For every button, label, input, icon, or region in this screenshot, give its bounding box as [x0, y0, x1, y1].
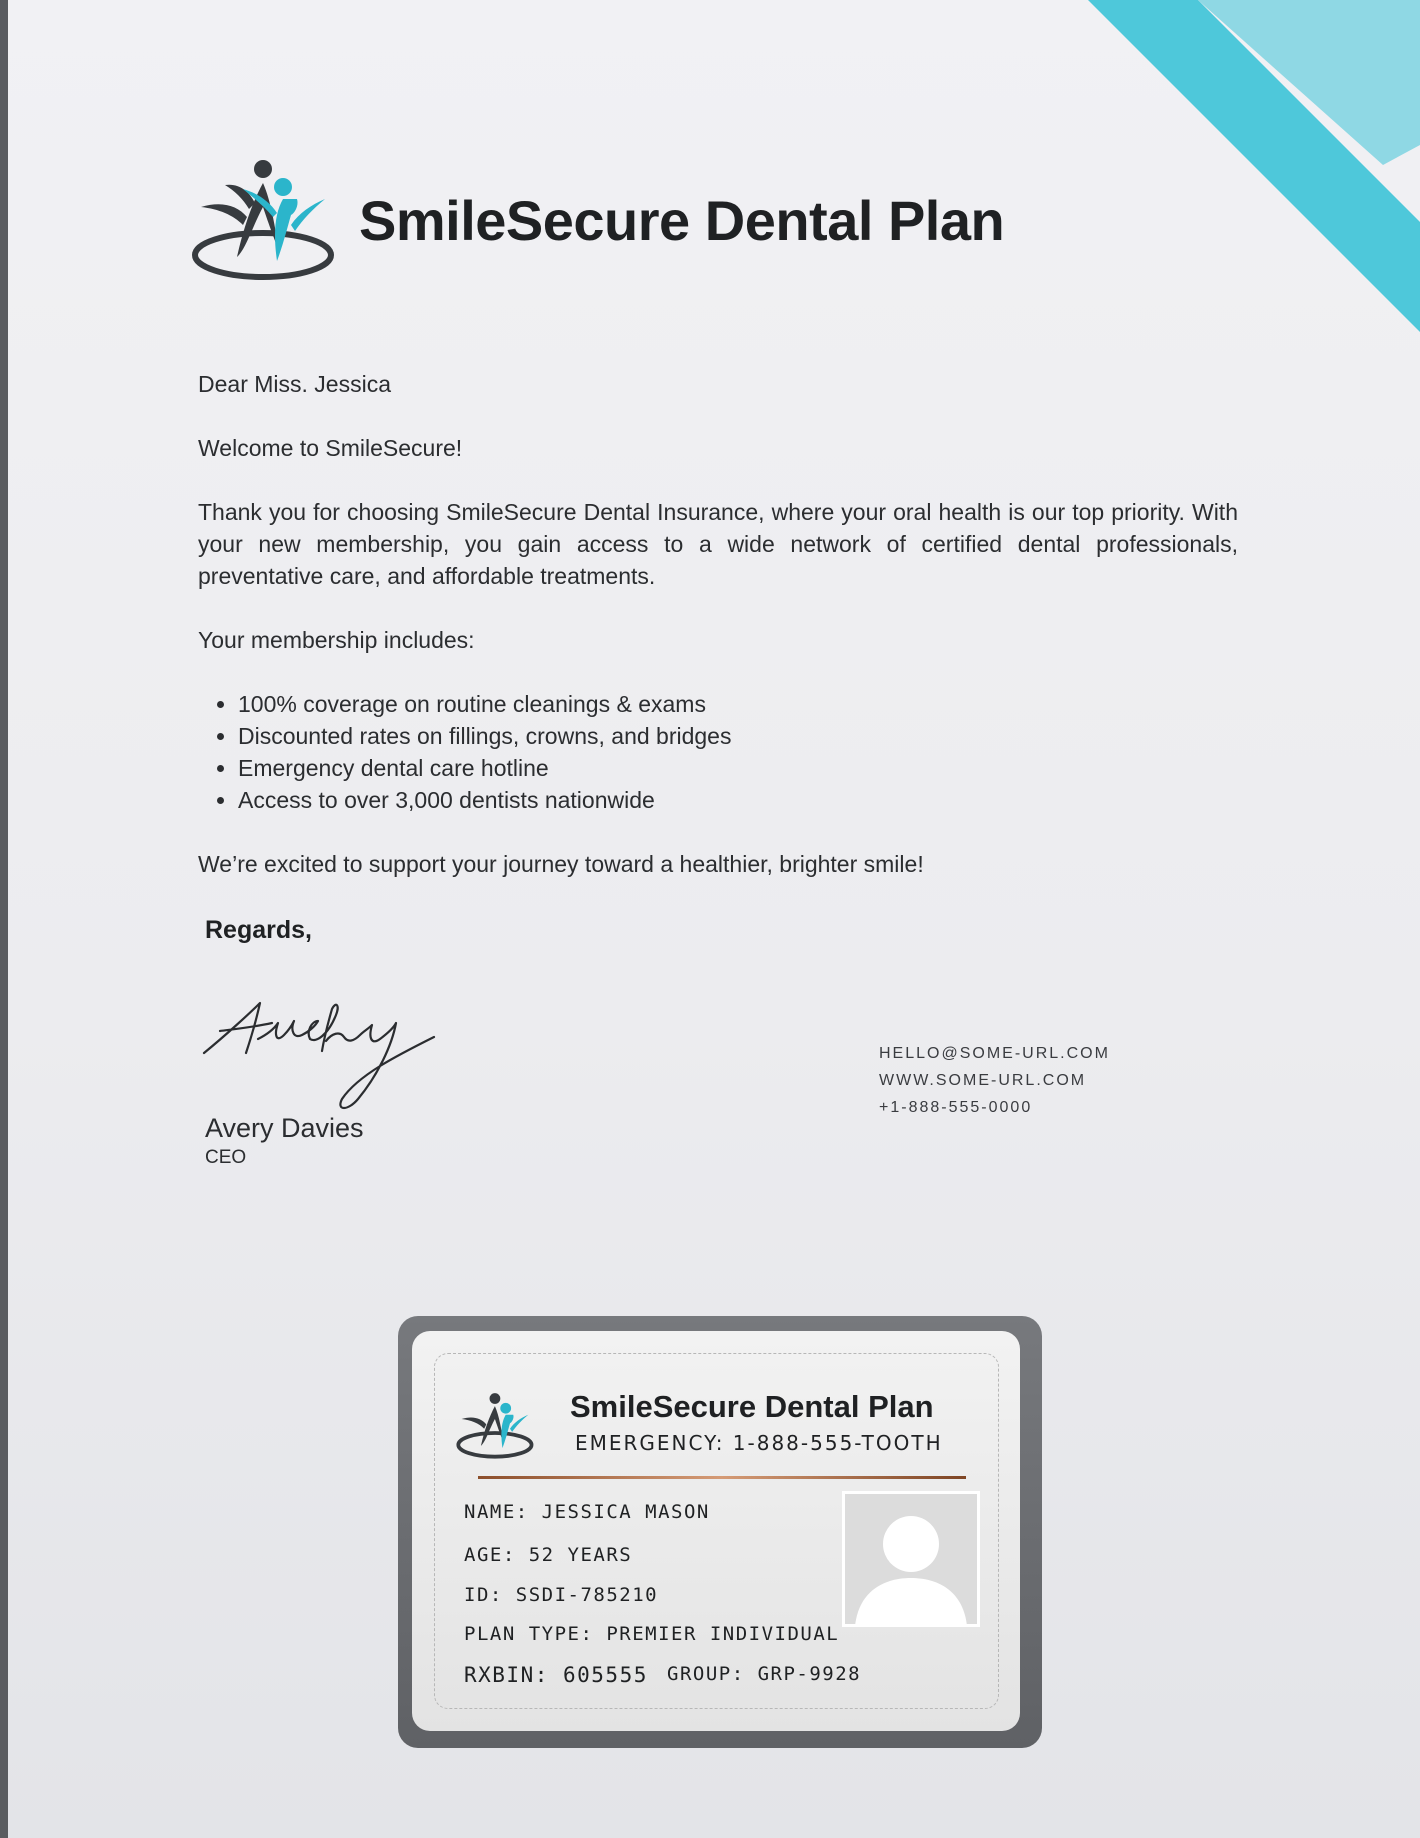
list-item: • Discounted rates on fillings, crowns, and bridges	[238, 720, 1238, 752]
card-title: SmileSecure Dental Plan	[570, 1389, 934, 1424]
handwritten-signature	[198, 995, 438, 1115]
letterhead	[191, 150, 1004, 290]
contact-info	[879, 1040, 1110, 1121]
salutation: Dear Miss. Jessica	[198, 371, 391, 397]
people-on-ellipse-logo-icon	[191, 155, 339, 285]
member-photo	[842, 1491, 980, 1627]
signer-name: Avery Davies	[205, 1113, 364, 1143]
card-age: AGE: 52 YEARS	[464, 1544, 633, 1566]
contact-website[interactable]: WWW.SOME-URL.COM	[879, 1072, 1087, 1089]
list-item: • Access to over 3,000 dentists nationwide	[238, 784, 1238, 816]
closing-line: We’re excited to support your journey toward a healthier, brighter smile!	[198, 851, 924, 877]
people-on-ellipse-logo-icon	[456, 1391, 536, 1461]
signer-title: CEO	[205, 1147, 247, 1168]
list-item: • 100% coverage on routine cleanings & exams	[238, 688, 1238, 720]
list-item: • Emergency dental care hotline	[238, 752, 1238, 784]
card-id: ID: SSDI-785210	[464, 1584, 659, 1606]
intro-paragraph: Thank you for choosing SmileSecure Dental Insurance, where your oral health is our top priority. With your new membership, you gain access to a wide network of certified dental professionals, preventative care, and affordable treatments.	[198, 499, 1238, 589]
card-divider	[478, 1476, 966, 1479]
card-emergency-phone: EMERGENCY: 1-888-555-TOOTH	[575, 1431, 943, 1455]
avatar-placeholder-icon	[845, 1494, 977, 1624]
membership-card-holder	[398, 1316, 1042, 1748]
card-rxbin: RXBIN: 605555	[464, 1663, 648, 1687]
card-name: NAME: JESSICA MASON	[464, 1501, 710, 1523]
brand-title: SmileSecure Dental Plan	[359, 188, 1005, 252]
contact-phone: +1-888-555-0000	[879, 1099, 1033, 1116]
regards: Regards,	[205, 916, 312, 944]
benefits-list	[198, 688, 1238, 816]
welcome-line: Welcome to SmileSecure!	[198, 435, 463, 461]
card-group: GROUP: GRP-9928	[667, 1663, 862, 1685]
contact-email[interactable]: HELLO@SOME-URL.COM	[879, 1045, 1110, 1062]
card-plan-type: PLAN TYPE: PREMIER INDIVIDUAL	[464, 1623, 840, 1645]
letter-body	[198, 368, 1238, 912]
letter-page	[8, 0, 1420, 1838]
membership-card	[412, 1331, 1020, 1731]
includes-heading: Your membership includes:	[198, 627, 475, 653]
